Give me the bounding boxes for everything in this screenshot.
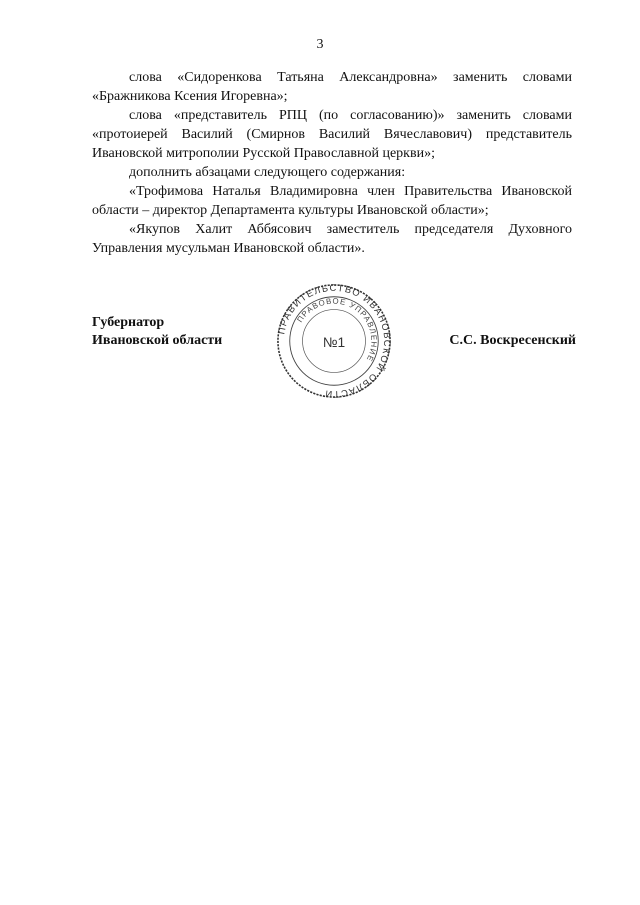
- signer-title: [92, 314, 222, 350]
- official-seal-stamp: [275, 282, 393, 400]
- seal-outer-text: ПРАВИТЕЛЬСТВО ИВАНОВСКОЙ ОБЛАСТИ: [276, 282, 393, 400]
- signer-title-line-1: Губернатор: [92, 315, 165, 330]
- paragraph-2: слова «представитель РПЦ (по согласованию)» заменить словами «протоиерей Василий (Смирнов Василий Вячеславович) представитель Ивановской митрополии Русской Православной церкви»;: [92, 108, 572, 161]
- page-number: 3: [316, 37, 324, 52]
- seal-number: №1: [322, 334, 346, 350]
- paragraph-4: «Трофимова Наталья Владимировна член Правительства Ивановской области – директор Департамента культуры Ивановской области»;: [92, 184, 572, 218]
- signature-block: [92, 282, 576, 400]
- paragraph-5: «Якупов Халит Аббясович заместитель председателя Духовного Управления мусульман Ивановской области».: [92, 222, 572, 256]
- document-body: [92, 68, 572, 258]
- seal-inner-text: ПРАВОВОЕ УПРАВЛЕНИЕ: [295, 296, 379, 364]
- signer-title-line-2: Ивановской области: [92, 333, 223, 348]
- paragraph-1: слова «Сидоренкова Татьяна Александровна» заменить словами «Бражникова Ксения Игоревна»;: [92, 70, 572, 104]
- paragraph-3: дополнить абзацами следующего содержания:: [129, 165, 406, 180]
- signer-name: С.С. Воскресенский: [449, 333, 576, 348]
- svg-text:ПРАВОВОЕ УПРАВЛЕНИЕ: [295, 297, 378, 364]
